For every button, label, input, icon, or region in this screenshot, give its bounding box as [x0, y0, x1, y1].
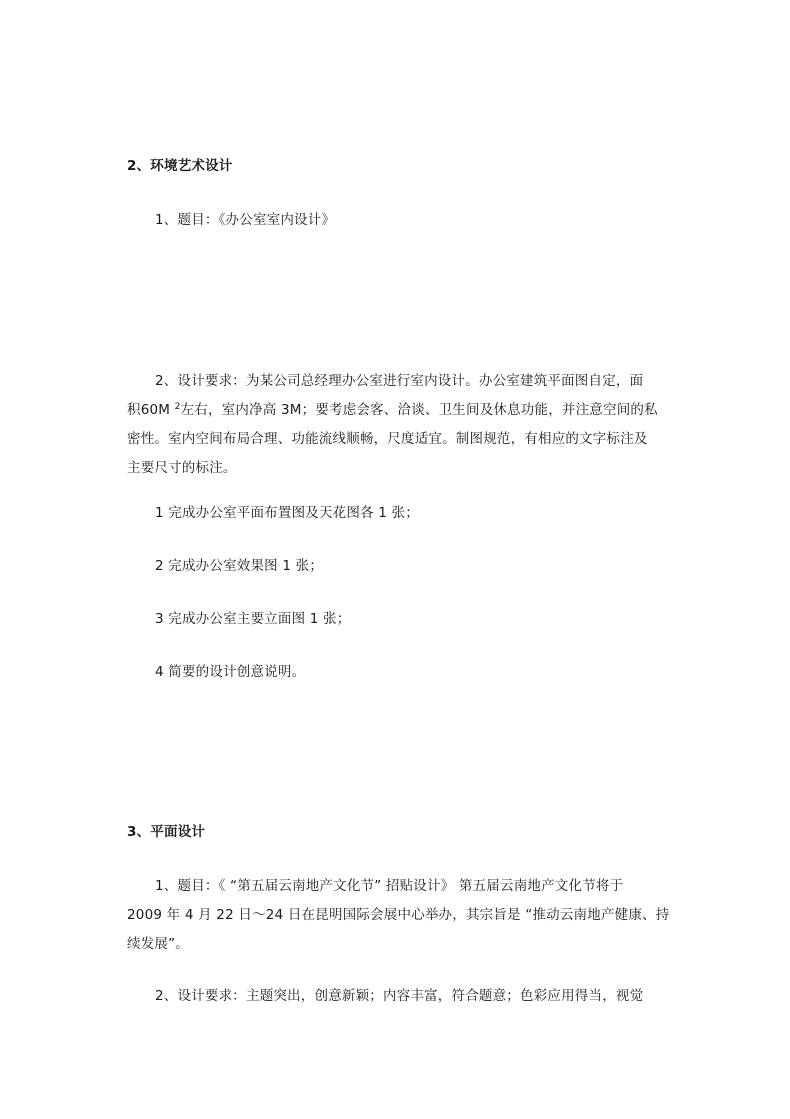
topic-office-design: 1、题目：《办公室室内设计》: [155, 212, 336, 228]
requirement-line-3: 密性。室内空间布局合理、功能流线顺畅，尺度适宜。制图规范，有相应的文字标注及: [127, 431, 648, 447]
topic-poster-line-1: 1、题目：《 “第五届云南地产文化节” 招贴设计》 第五届云南地产文化节将于: [155, 878, 624, 894]
section-heading-graphic-design: 3、平面设计: [127, 824, 206, 840]
section-heading-environment-art: 2、环境艺术设计: [127, 158, 233, 174]
requirement-line-1: 2、设计要求：为某公司总经理办公室进行室内设计。办公室建筑平面图自定，面: [155, 373, 644, 389]
topic-poster-line-2: 2009 年 4 月 22 日～24 日在昆明国际会展中心举办，其宗旨是 “推动云南地产健康、持: [127, 907, 670, 923]
requirement-line-2-rest: 左右，室内净高 3M；要考虑会客、洽谈、卫生间及休息功能，并注意空间的私: [180, 402, 658, 418]
design-requirement-paragraph: [127, 367, 667, 483]
topic-poster-paragraph: [127, 872, 670, 959]
task-item-1: 1 完成办公室平面布置图及天花图各 1 张；: [155, 505, 419, 521]
requirement-area-value: 积60M: [127, 402, 171, 418]
requirement-line-4: 主要尺寸的标注。: [127, 460, 237, 476]
task-item-4: 4 简要的设计创意说明。: [155, 664, 306, 680]
square-superscript: 2: [174, 402, 181, 412]
graphic-requirement-line-1: 2、设计要求：主题突出，创意新颖；内容丰富，符合题意；色彩应用得当，视觉: [155, 988, 644, 1004]
task-item-3: 3 完成办公室主要立面图 1 张；: [155, 611, 351, 627]
task-item-2: 2 完成办公室效果图 1 张；: [155, 558, 324, 574]
requirement-line-2: [127, 396, 667, 425]
graphic-requirement-paragraph: [127, 982, 667, 1011]
topic-poster-line-3: 续发展”。: [127, 936, 189, 952]
